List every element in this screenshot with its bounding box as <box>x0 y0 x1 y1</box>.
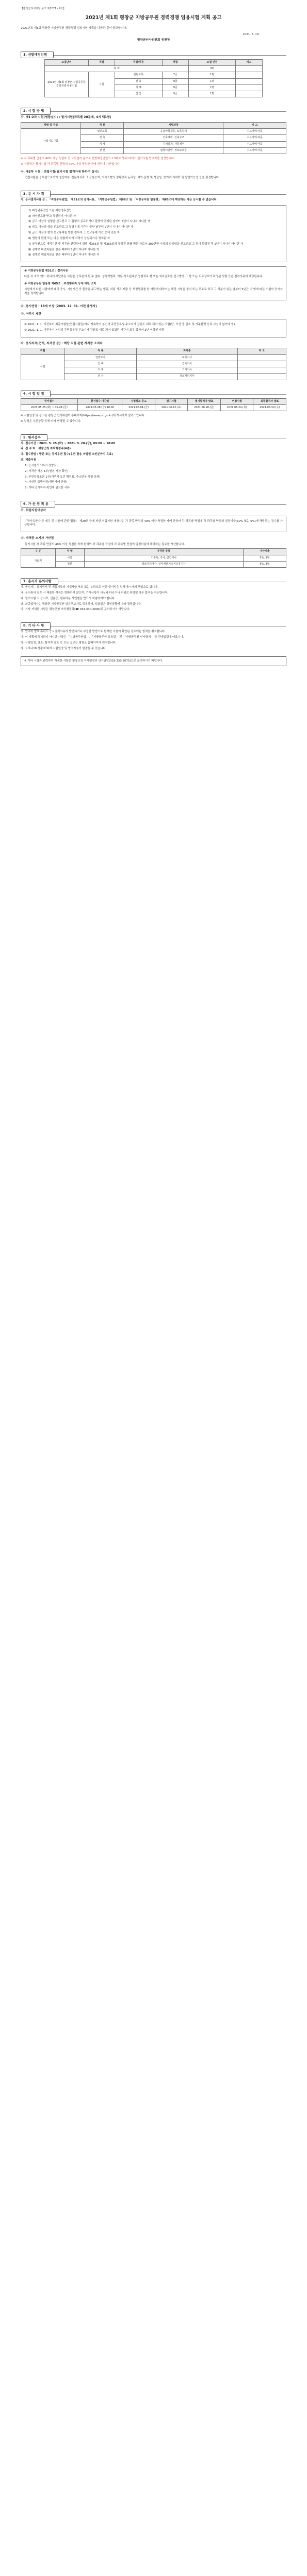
table-header: 최종합격자 발표 <box>253 398 286 404</box>
list-item: 1) 피성년후견인 또는 피한정후견인 <box>28 209 72 212</box>
cell: 5%, 3% <box>243 561 286 567</box>
exam-subject-table <box>21 122 286 154</box>
list-item: 7) 공무원으로 재직기간 중 직무와 관련하여 형법 제355조 및 제356조에 규정된 죄를 범한 자로서 300만원 이상의 벌금형을 선고받고 그 형이 확정된 후 2년이 지나지 아니한 자 <box>28 242 243 246</box>
section-7-header <box>21 575 286 582</box>
total-label: 총 계 <box>45 66 189 72</box>
table-row: 2021년 제1회 평창군 지방공무원 경력경쟁 임용시험 시설 일반토목 7급 1명 <box>45 72 262 78</box>
cell: 2021.06.12.(토) <box>155 404 188 411</box>
cell: 전 산 <box>115 91 162 97</box>
caution-item: 다. 필기시험 시 응시표, 신분증, 컴퓨터용 사인펜을 반드시 지참하여야 합니다. <box>21 597 116 600</box>
total-value: 4명 <box>188 66 235 72</box>
intro-text: 2021년도 제1회 평창군 지방공무원 경력경쟁 임용시험 계획을 다음과 같이 공고합니다. <box>21 26 127 30</box>
bonus-text: 「국가유공자 등 예우 및 지원에 관한 법률」 제29조 등에 의한 취업지원 대상자는 각 과목 만점의 40% 이상 득점한 자에 한하여 각 과목별 득점에 각 과목별 만점의 일정비율(10% 또는 5%)에 해당하는 점수를 가산합니다. <box>24 519 283 527</box>
table-header: 원서접수 <box>21 398 78 404</box>
list-item: 2) 파산선고를 받고 복권되지 아니한 자 <box>28 214 76 218</box>
cell: 2021.05.28.(금) 18:00 <box>77 404 122 411</box>
disqualification-box <box>21 205 286 262</box>
table-header: 필기합격자 발표 <box>188 398 221 404</box>
cell: 기술사, 기사, 산업기사 <box>84 555 243 561</box>
cell: 9급 <box>162 91 188 97</box>
page-title: 2021년 제1회 평창군 지방공무원 경력경쟁 임용시험 계획 공고 <box>85 15 222 21</box>
age-sub: 나. 응시연령 : 18세 이상 (2003. 12. 31. 이전 출생자) <box>21 305 97 309</box>
cell: 1명 <box>188 84 235 91</box>
section-5-header <box>21 431 286 438</box>
cell: 건 축 <box>80 135 123 141</box>
cell: 1명 <box>188 91 235 97</box>
table-header: 직 렬 <box>55 549 84 555</box>
section-4-header <box>21 387 286 395</box>
cell: 정보처리기사, 전자계산기조직응용기사 <box>84 561 243 567</box>
cell: 컴퓨터일반, 정보보호론 <box>124 147 223 154</box>
doc-item: 2) 자격증 사본 1부(원본 지참 확인) <box>25 469 69 473</box>
section-6-header <box>21 498 286 505</box>
cell <box>237 354 286 361</box>
doc-item: 5) 기타 응시자격 확인에 필요한 서류 <box>25 486 70 490</box>
cell: 기술직 <box>21 555 56 568</box>
list-item: 8) 징계로 파면처분을 받은 때부터 5년이 지나지 아니한 자 <box>28 248 100 251</box>
table-header: 비 고 <box>237 348 286 354</box>
box-text: 다음 각 호의 어느 하나에 해당하는 사람은 공무원이 될 수 없다. 성폭력범죄, 아동·청소년대상 성범죄로 형 또는 치료감호를 선고받아 그 형 또는 치료감호가 확정된 사람 등은 결격사유에 해당됩니다. <box>24 275 263 279</box>
schedule-note: ※ 일정은 추진상황 등에 따라 변경될 수 있습니다. <box>21 419 82 423</box>
table-header: 직 류 <box>64 348 137 354</box>
application-item: 나. 접 수 처 : 평창군청 자치행정과(4층) <box>21 447 71 451</box>
schedule-table <box>21 398 286 412</box>
etc-item: 가. 합격자 발표 후라도 응시결격사유가 발견되거나 부정한 방법으로 합격한 사실이 확인된 경우에는 합격을 취소합니다. <box>21 630 166 634</box>
table-header: 시험장소 공고 <box>122 398 155 404</box>
cell: 정보처리기사 <box>137 374 237 380</box>
group-cell: 2021년 제1회 평창군 지방공무원 경력경쟁 임용시험 <box>45 72 88 97</box>
cell: 5%, 3% <box>243 555 286 561</box>
schedule-note: ※ 시험일정 및 장소는 평창군 인사위원회 홈페이지(https://www.pc.go.kr)에 게시하여 알려드립니다. <box>21 414 146 417</box>
table-header: 자격증 종류 <box>84 549 243 555</box>
residence-item: ① 2021. 1. 1. 이전부터 최종시험일(면접시험일)까지 계속하여 본인의 주민등록상 주소지가 강원도 내로 되어 있는 사람(단, 기간 중 말소 및 거주불명 등록 사실이 없어야 함) <box>24 323 235 327</box>
cell: 수요자에 따름 <box>223 147 286 154</box>
table-row <box>21 404 286 411</box>
cell: 9급 <box>162 78 188 84</box>
cell: 2021.06.04.(금) <box>122 404 155 411</box>
cell: 1명 <box>188 78 235 84</box>
cell: 7급 <box>162 72 188 78</box>
table-header: 직렬 <box>88 59 115 65</box>
box-text: 시험에서 다른 사람에게 대리 응시, 시험시간 중 물품을 주고받는 행위, 허위 서류 제출 등 부정행위를 한 사람에 대하여는 해당 시험을 정지 또는 무효로 하고 그 처분이 있은 날부터 5년간 이 영에 따른 시험의 응시자격을 정지합니다. <box>24 287 283 295</box>
cell <box>236 91 262 97</box>
cell: 기 계 <box>115 84 162 91</box>
cell <box>236 78 262 84</box>
cell: 2021.06.18.(금) <box>188 404 221 411</box>
notice-number: 【평창군지식재단 공고 제2021 - 9호】 <box>21 7 66 10</box>
table-header: 구 분 <box>21 549 56 555</box>
contact-footer <box>21 656 286 667</box>
qualification-sub: 가. 응시결격사유 등 : 「지방공무원법」 제31조의 결격사유, 「지방공무원법」 제66조 및 「지방공무원 임용령」 제65조에 해당하는 자는 응시할 수 없습니다. <box>21 198 218 201</box>
section-1-header <box>21 48 286 56</box>
cell: 기 계 <box>64 367 137 374</box>
cell <box>236 84 262 91</box>
table-header: 원서접수 마감일 <box>77 398 122 404</box>
cell: 전 산 <box>80 147 123 154</box>
table-row <box>21 354 286 361</box>
caution-item: 마. 기타 자세한 사항은 평창군청 자치행정과(☎ 033-330-2000)로 문의하시기 바랍니다. <box>21 608 131 612</box>
cell <box>237 374 286 380</box>
bonus-text: 필기시험 각 과목 만점의 40% 이상 득점한 자에 한하여 각 과목별 득점에 각 과목별 만점의 일정비율에 해당하는 점수를 가산합니다. <box>25 543 185 546</box>
cell: 수요자에 따름 <box>223 141 286 147</box>
cell: 사업지도 7급 <box>21 129 81 154</box>
table-header: 직 류 <box>80 122 123 128</box>
section-3-header <box>21 188 286 195</box>
section-8-label: 8. 기 타 사 항 <box>21 622 51 629</box>
list-item: 6) 법원의 판결 또는 다른 법률에 따라 자격이 상실되거나 정지된 자 <box>28 236 110 240</box>
section-2-header <box>21 105 286 112</box>
doc-item: 3) 주민등록초본 1부(거주지 요건 확인용, 주소변동 사항 포함) <box>25 475 101 479</box>
cell: 전 산 <box>64 374 137 380</box>
table-header: 직렬/직류 <box>115 59 162 65</box>
table-header: 면접시험 <box>220 398 253 404</box>
cell: 일반토목 <box>115 72 162 78</box>
cell: 시설 <box>21 354 64 380</box>
table-row <box>21 555 286 561</box>
cell: 전산 <box>55 561 84 567</box>
cell: 시설 <box>55 555 84 561</box>
issuing-org: 평창군인사위원회 위원장 <box>137 38 170 42</box>
cell: 수요자에 따름 <box>223 135 286 141</box>
list-item: 4) 금고 이상의 형을 선고받고 그 집행유예 기간이 끝난 날부터 2년이 지나지 아니한 자 <box>28 226 134 229</box>
box-title: ※ 지방공무원법 제31조 : 결격사유 <box>24 269 68 273</box>
doc-item: 1) 응시원서 1부(소정양식) <box>25 464 58 467</box>
table-header: 비 고 <box>223 122 286 128</box>
cell: 토목기사 <box>137 354 237 361</box>
table-header: 가산비율 <box>243 549 286 555</box>
exam-note: ※ 각 과목별 만점의 40% 이상 득점자 중 고득점자 순으로 선발예정인원의 1.5배수 범위 내에서 필기시험 합격자를 결정합니다. <box>21 157 175 161</box>
recruitment-table <box>44 59 262 98</box>
cell: 건 축 <box>115 78 162 84</box>
table-row <box>21 129 286 135</box>
section-7-label: 7. 응시자 유의사항 <box>21 578 58 585</box>
list-item: 5) 금고 이상의 형의 선고유예를 받은 경우에 그 선고유예 기간 중에 있는 자 <box>28 231 120 235</box>
cell: 2021.06.30.(수) <box>253 404 286 411</box>
caution-item: 가. 응시자는 응시원서 및 제출서류의 기재사항 착오 또는 누락으로 인한 불이익은 일체 응시자의 책임으로 합니다. <box>21 586 158 589</box>
license-table <box>21 348 286 380</box>
caution-item: 나. 응시원서 접수 시 제출한 서류는 반환하지 않으며, 기재사항이 사실과 다르거나 허위로 판명될 경우 합격을 취소합니다. <box>21 591 169 595</box>
etc-item: 다. 시험일정, 장소, 합격자 발표 등 모든 공고는 평창군 홈페이지에 게시합니다. <box>21 641 117 645</box>
cell: 2021.06.24.(목) <box>220 404 253 411</box>
list-item: 3) 금고 이상의 실형을 선고받고 그 집행이 종료되거나 집행이 면제된 날부터 5년이 지나지 아니한 자 <box>28 220 151 224</box>
cell: 9급 <box>162 84 188 91</box>
cell <box>237 361 286 367</box>
cell: 건축기사 <box>137 361 237 367</box>
bonus-box <box>21 516 286 533</box>
table-row <box>21 561 286 567</box>
section-4-label: 4. 시 험 일 정 <box>21 391 51 397</box>
cell: 기계설계, 자동제어 <box>124 141 223 147</box>
cell: 일반토목 <box>80 129 123 135</box>
table-header: 필기시험 <box>155 398 188 404</box>
application-item: 라. 제출서류 <box>21 459 36 462</box>
cell: 기계기사 <box>137 367 237 374</box>
law-box <box>21 266 286 300</box>
application-item: 다. 접수방법 : 방문 또는 등기우편 접수(우편 발송 마감일 소인분까지 유효) <box>21 453 113 456</box>
table-header: 비고 <box>236 59 262 65</box>
cell <box>236 72 262 78</box>
residence-item: ② 2021. 1. 1. 이전까지 본인의 주민등록상 주소지가 강원도 내로 되어 있었던 기간이 모두 합하여 3년 이상인 사람 <box>24 329 165 332</box>
notice-date: 2021. 5. 10. <box>243 32 260 36</box>
table-header: 시험과목 <box>124 122 223 128</box>
cell: 응용역학개론, 토목설계 <box>124 129 223 135</box>
interview-text: 면접시험은 공무원으로서의 정신자세, 전문지식과 그 응용능력, 의사표현의 정확성과 논리성, 예의·품행 및 성실성, 창의력·의지력 및 발전가능성 등을 평정합니다. <box>25 176 220 180</box>
section-5-label: 5. 원서접수 <box>21 434 47 441</box>
caution-item: 라. 최종합격자는 평창군 지방공무원 임용후보자로 등록하며, 임용일은 결원상황에 따라 결정합니다. <box>21 602 142 606</box>
section-6-label: 6. 가 산 점 적 용 <box>21 501 55 507</box>
cell: 건축계획, 건축구조 <box>124 135 223 141</box>
cell: 수요자에 따름 <box>223 129 286 135</box>
etc-item: 라. 코로나19 상황에 따라 시험일정 및 방역지침이 변경될 수 있습니다. <box>21 647 107 650</box>
residence-sub: 다. 거주지 제한 <box>21 312 41 316</box>
section-8-header <box>21 619 286 626</box>
cell: 일반토목 <box>64 354 137 361</box>
residence-box <box>21 319 286 337</box>
table-header: 자격증 <box>137 348 237 354</box>
application-item: 가. 접수기간 : 2021. 5. 25.(화) ~ 2021. 5. 28.(금), 09:00 ~ 18:00 <box>21 442 116 445</box>
section-3-label: 3. 응 시 자 격 <box>21 191 51 197</box>
cell: 2021.05.25.(화) ~ 05.28.(금) <box>21 404 78 411</box>
bonus-sub: 나. 자격증 소지자 가산점 <box>21 537 54 540</box>
exam-method-sub: 가. 제1·2차 시험(병합실시) : 필기시험(과목별 20문제, 4지 택1형) <box>21 116 111 120</box>
table-header: 직렬 및 직급 <box>21 122 81 128</box>
cell <box>237 367 286 374</box>
table-header: 직급 <box>162 59 188 65</box>
etc-item: 나. 이 계획에 명시되지 아니한 사항은 「지방공무원법」, 「지방공무원 임용령」 및 「지방공무원 인사규칙」 등 관계법령에 따릅니다. <box>21 636 184 639</box>
cell: 기 계 <box>80 141 123 147</box>
list-item: 9) 징계로 해임처분을 받은 때부터 3년이 지나지 아니한 자 <box>28 253 100 257</box>
table-header: 모집단위 <box>45 59 88 65</box>
cell: 1명 <box>188 72 235 78</box>
license-sub: 라. 응시자격(면허, 자격증 등) : 해당 직렬 관련 자격증 소지자 <box>21 342 103 345</box>
exam-note: ※ 가산점은 필기시험 각 과목별 만점의 40% 이상 득점한 자에 한하여 가산합니다. <box>21 162 121 166</box>
doc-item: 4) 가산점 증빙서류(해당자에 한함) <box>25 481 68 484</box>
bonus-sub: 가. 취업지원대상자 <box>21 509 46 513</box>
interview-sub: 나. 제3차 시험 : 면접시험(필기시험 합격자에 한하여 실시) <box>21 170 99 174</box>
cell: 건 축 <box>64 361 137 367</box>
box-title: ※ 지방공무원 임용령 제65조 : 부정행위자 등에 대한 조치 <box>24 282 96 285</box>
footer-text: ※ 기타 시험과 관련하여 자세한 사항은 평창군청 자치행정과 인사담당(033-330-2075)으로 문의하시기 바랍니다. <box>24 659 163 663</box>
table-header: 모집 인원 <box>188 59 235 65</box>
section-1-label: 1. 선발예정인원 <box>21 52 54 58</box>
bonus-table <box>21 548 286 568</box>
section-2-label: 2. 시 험 방 법 <box>21 108 51 114</box>
table-header: 직렬 <box>21 348 64 354</box>
